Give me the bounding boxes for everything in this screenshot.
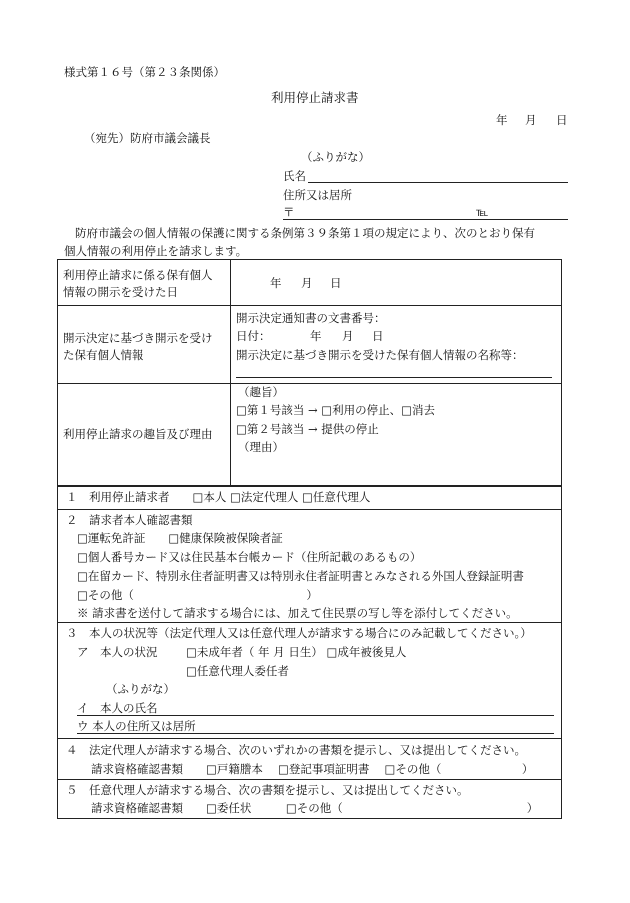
row3-purpose: （趣旨） [238, 385, 284, 399]
row1-month: 月 [301, 276, 313, 290]
section3-name-line[interactable] [77, 715, 554, 716]
section-sep-3 [57, 738, 562, 739]
section3-u-label: ウ 本人の住所又は居所 [77, 719, 196, 733]
row1-year: 年 [270, 276, 282, 290]
section5-documents[interactable]: 請求資格確認書類 □委任状 □その他（ ） [91, 801, 539, 815]
section2-note: ※ 請求書を送付して請求する場合には、加えて住民票の写し等を添付してください。 [77, 606, 518, 620]
row3-option-1[interactable]: □第１号該当 → □利用の停止、□消去 [236, 403, 436, 417]
section2-line-3[interactable]: □在留カード、特別永住者証明書又は特別永住者証明書とみなされる外国人登録証明書 [77, 569, 524, 583]
section3-a-option-1[interactable]: □未成年者（ 年 月 日生） □成年被後見人 [186, 645, 407, 659]
date-month-label: 月 [525, 113, 537, 127]
row2-label-1: 開示決定に基づき開示を受け [63, 331, 213, 345]
section5-title: ５ 任意代理人が請求する場合、次の書類を提示し、又は提出してください。 [66, 783, 469, 797]
row2-label-2: た保有個人情報 [63, 348, 144, 362]
section3-title: ３ 本人の状況等（法定代理人又は任意代理人が請求する場合にのみ記載してください。） [66, 626, 532, 640]
postal-mark: 〒 [283, 205, 295, 219]
section3-a-label: ア 本人の状況 [77, 645, 158, 659]
form-number: 様式第１６号（第２３条関係） [64, 65, 225, 79]
date-day-label: 日 [556, 113, 568, 127]
section-sep-1 [57, 509, 562, 510]
row3-reason: （理由） [238, 440, 284, 454]
section4-documents[interactable]: 請求資格確認書類 □戸籍謄本 □登記事項証明書 □その他（ ） [91, 762, 534, 776]
row3-option-2[interactable]: □第２号該当 → 提供の停止 [236, 422, 379, 436]
row2-day: 日 [372, 329, 384, 343]
section2-line-1[interactable]: □運転免許証 □健康保険被保険者証 [77, 531, 283, 545]
section2-line-4[interactable]: □その他（ ） [77, 588, 318, 602]
form-title: 利用停止請求書 [271, 90, 359, 105]
applicant-furigana: （ふりがな） [301, 150, 370, 164]
table-divider [230, 259, 231, 486]
table-row-sep-2 [57, 383, 562, 384]
table-row-sep-1 [57, 305, 562, 306]
row1-label-2: 情報の開示を受けた日 [63, 285, 178, 299]
row2-date-label: 日付： [236, 329, 271, 343]
section3-furigana: （ふりがな） [106, 682, 175, 696]
section3-a-option-2[interactable]: □任意代理人委任者 [186, 664, 289, 678]
intro-line-1: 防府市議会の個人情報の保護に関する条例第３９条第１項の規定により、次のとおり保有 [75, 226, 535, 240]
section1-requester[interactable]: １ 利用停止請求者 □本人 □法定代理人 □任意代理人 [66, 490, 371, 504]
applicant-name-label: 氏名 [283, 169, 306, 183]
section2-title: ２ 請求者本人確認書類 [66, 513, 193, 527]
row3-label: 利用停止請求の趣旨及び理由 [63, 427, 213, 441]
tel-mark: ℡ [476, 205, 489, 219]
applicant-address-line[interactable] [283, 219, 568, 220]
section3-address-line[interactable] [77, 733, 554, 734]
section-sep-4 [57, 779, 562, 780]
row1-day: 日 [330, 276, 342, 290]
section3-i-label: イ 本人の氏名 [77, 701, 158, 715]
applicant-address-label: 住所又は居所 [283, 188, 352, 202]
intro-line-2: 個人情報の利用停止を請求します。 [64, 244, 248, 258]
addressee: （宛先）防府市議会議長 [84, 131, 211, 145]
row2-month: 月 [342, 329, 354, 343]
date-year-label: 年 [496, 113, 508, 127]
row1-label-1: 利用停止請求に係る保有個人 [63, 268, 213, 282]
row2-doc-no: 開示決定通知書の文書番号： [236, 311, 386, 325]
section2-line-2[interactable]: □個人番号カード又は住民基本台帳カード（住所記載のあるもの） [77, 550, 422, 564]
applicant-name-line[interactable] [308, 182, 568, 183]
section-sep-2 [57, 622, 562, 623]
row2-info-name: 開示決定に基づき開示を受けた保有個人情報の名称等： [236, 348, 524, 362]
section4-title: ４ 法定代理人が請求する場合、次のいずれかの書類を提示し、又は提出してください。 [66, 743, 526, 757]
row2-info-name-line[interactable] [236, 377, 552, 378]
row2-year: 年 [310, 329, 322, 343]
